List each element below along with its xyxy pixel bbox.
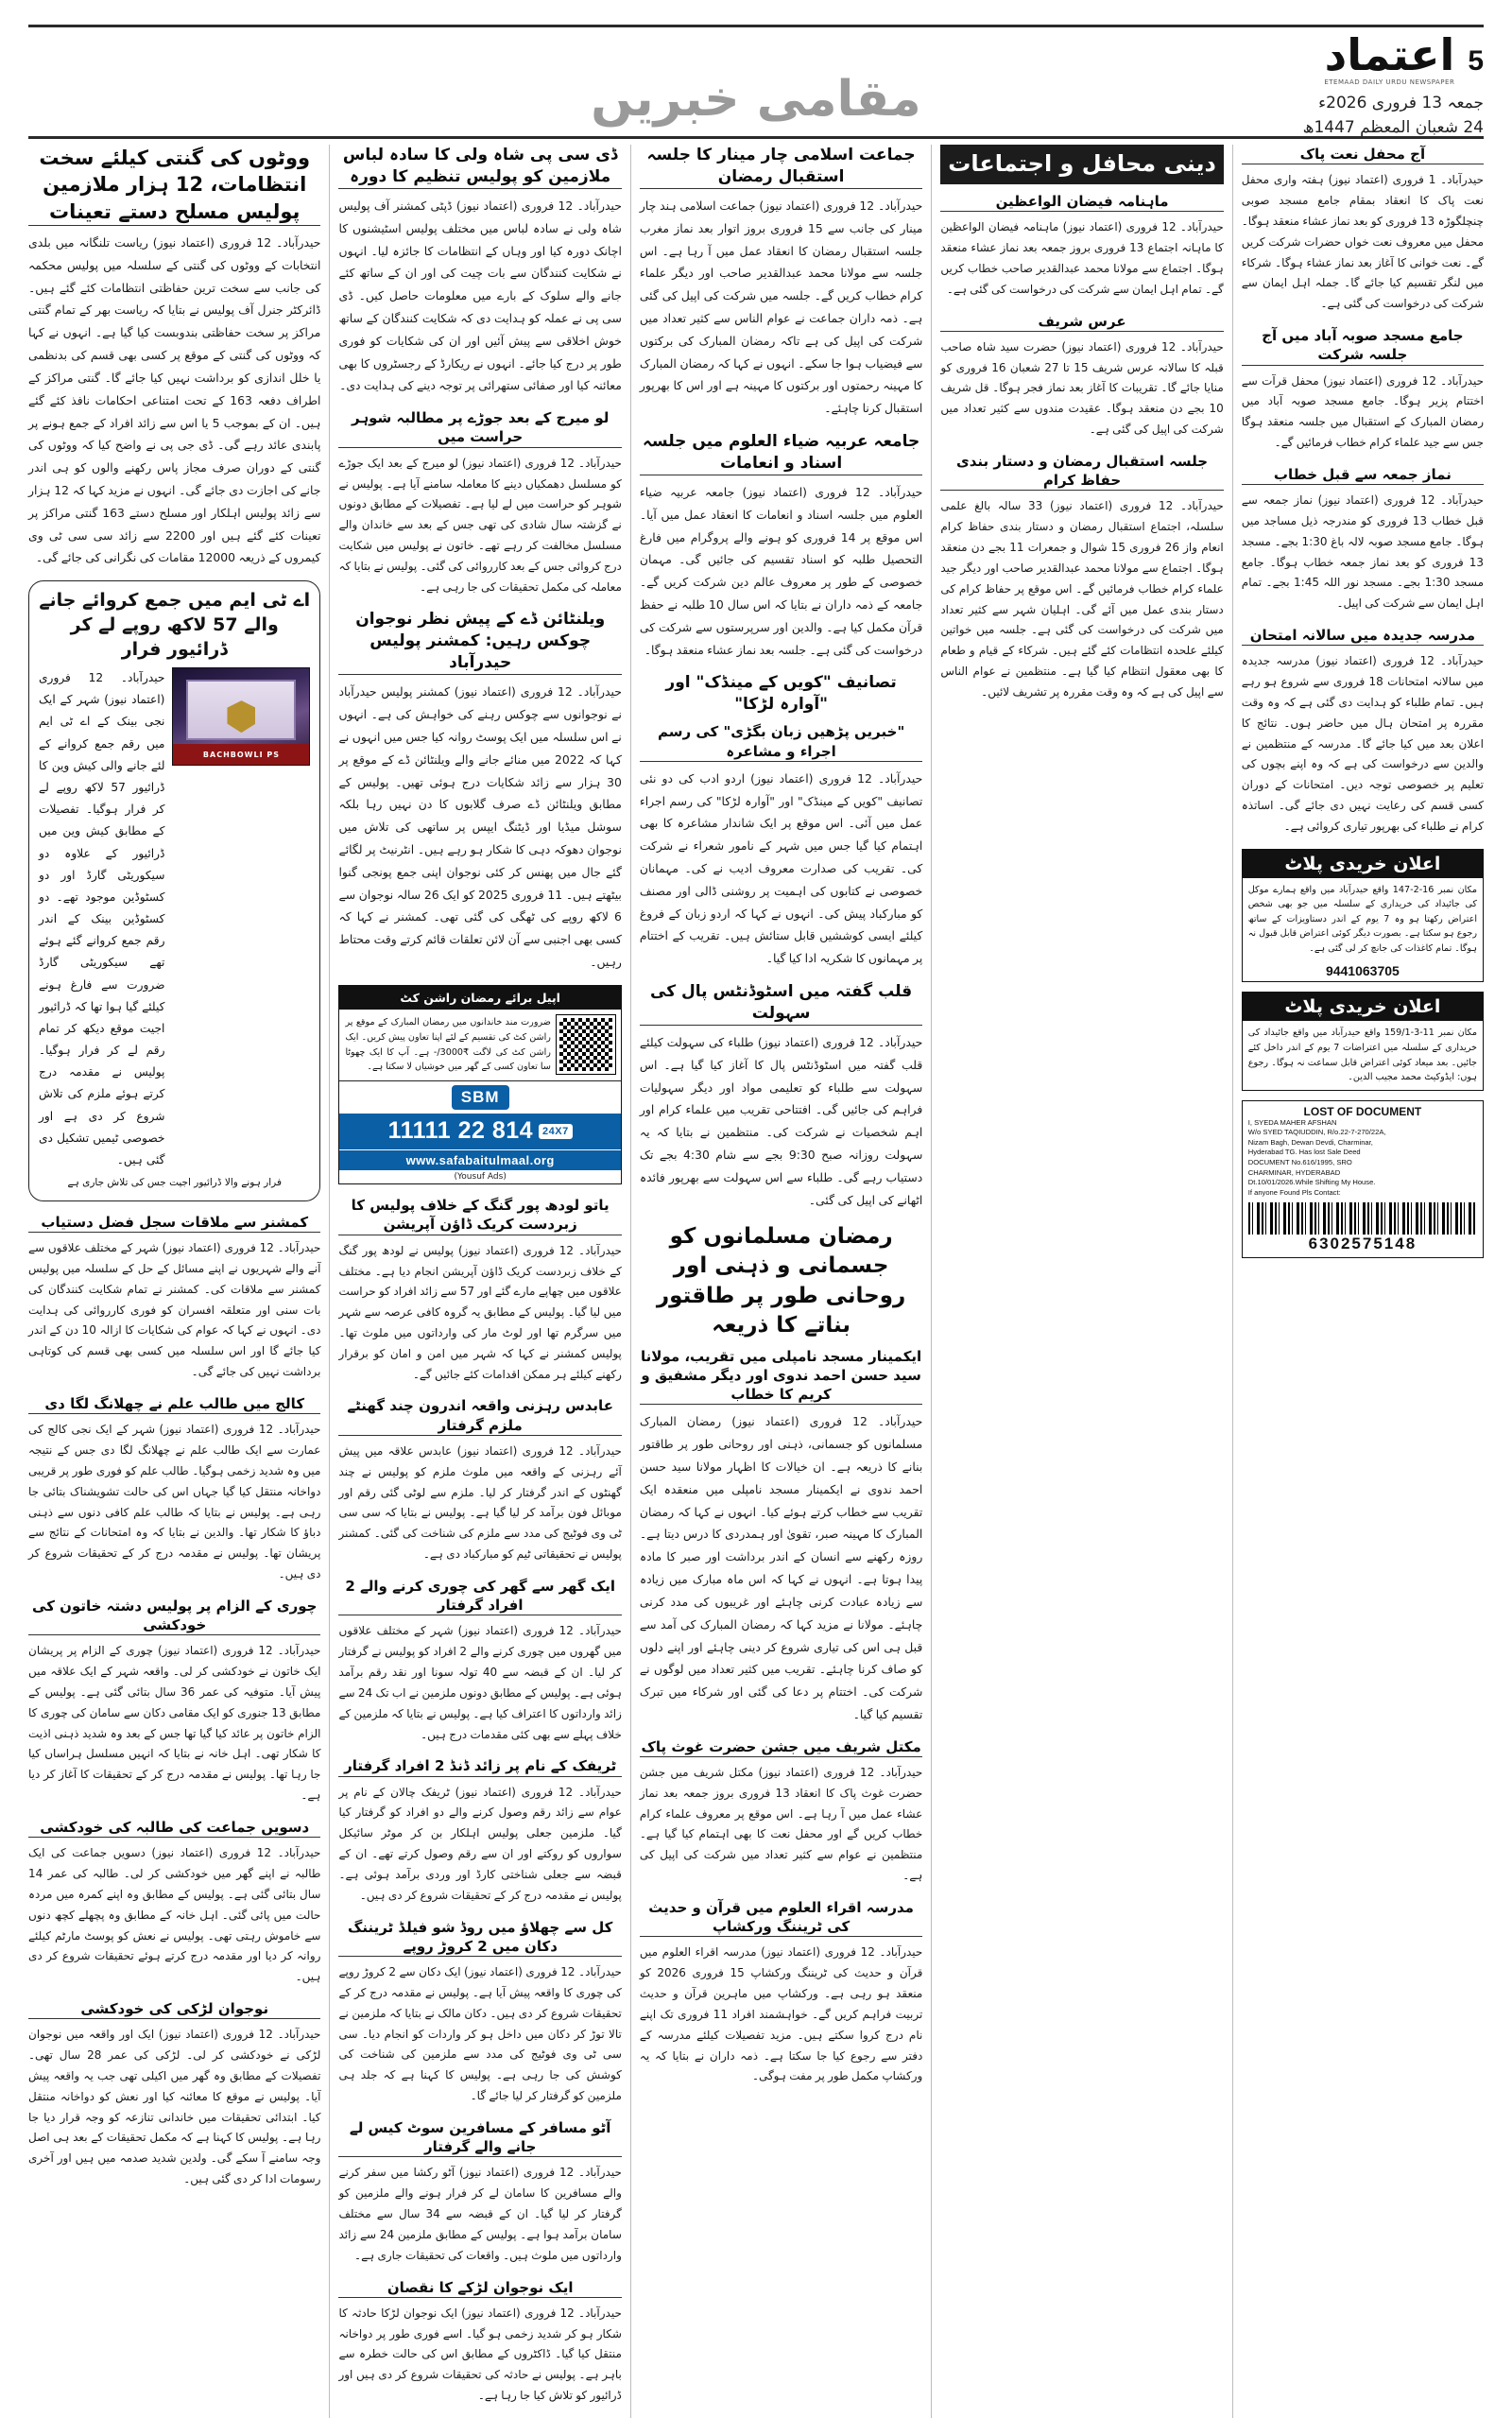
photo-ticker-label: BACHBOWLI PS [173, 744, 309, 765]
ad-content [339, 1010, 620, 1080]
subheadline: "خبریں پڑھیں زبان بگڑی" کی رسم اجراء و مشاعرہ [640, 722, 922, 762]
story-body: حیدرآباد۔ 12 فروری (اعتماد نیوز) ایک نوجوان لڑکا حادثہ کا شکار ہو کر شدید زخمی ہو گیا۔ اسے فوری طور پر دواخانہ منتقل کیا گیا۔ ڈاکٹروں کے مطابق اس کی حالت خطرہ سے باہر ہے۔ پولیس نے حادثہ کی تحقیقات شروع کر دی ہیں اور ڈرائیور کو تلاش کیا جا رہا ہے۔ [338, 2306, 622, 2403]
headline: جامع مسجد صوبہ آباد میں آج جلسہ شرکت [1242, 326, 1484, 366]
headline: دسویں جماعت کی طالبہ کی خودکشی [28, 1818, 320, 1838]
sbm-logo: SBM [452, 1085, 509, 1110]
lost-line: CHARMINAR, HYDERABAD [1247, 1167, 1341, 1177]
lost-document-body [1248, 1118, 1477, 1199]
story-lodhpur-gang-crackdown [338, 1196, 621, 1385]
phone-digits: 814 22 11111 [387, 1117, 534, 1145]
story-students-pal [640, 981, 922, 1211]
news-photo [172, 667, 310, 766]
story-body: حیدرآباد۔ 12 فروری (اعتماد نیوز) آٹو رکشا میں سفر کرنے والے مسافرین کا سامان لے کر فرار ہونے والے ملزمین کو گرفتار کر لیا گیا۔ ان کے قبضہ سے 34 سال سے مختلف سامان برآمد ہوا ہے۔ پولیس کے مطابق ملزمین 24 سے زائد وارداتوں میں ملوث ہیں۔ واقعات کی تحقیقات جاری ہے۔ [338, 2166, 622, 2262]
masthead [28, 25, 1484, 136]
story-book-launch-mushaira [640, 672, 922, 970]
story-shop-theft-2-crore [338, 1918, 621, 2107]
story-jamia-arabia-ziaul-uloom [640, 431, 922, 661]
story-body: حیدرآباد۔ 12 فروری (اعتماد نیوز) کمشنر پولیس حیدرآباد نے نوجوانوں سے چوکس رہنے کی خواہش کی ہے۔ انہوں نے اس سلسلہ میں ایک پوسٹ روانہ کیا جس میں انہوں نے کہا کہ 2022 میں منائے جانے والے ویلنٹائن ڈے کے موقع پر 30 ہزار سے زائد شکایات درج ہوئی تھیں۔ پولیس کے مطابق ویلنٹائن ڈے صرف گلابوں کا دن نہیں رہا بلکہ سوشل میڈیا اور ڈیٹنگ ایپس پر ساتھی کی تلاش میں نوجوان دھوکہ دہی کا شکار ہو رہے ہیں۔ انٹرنیٹ پر لگائے گئے جال میں پھنس کر کئی نوجوان اپنی جمع پونجی گنوا بیٹھتے ہیں۔ 11 فروری 2025 کو ایک 26 سالہ نوجوان سے 6 لاکھ روپے کی ٹھگی کی گئی تھی۔ کمشنر نے کہا کہ کسی بھی اجنبی سے آن لائن تعلقات قائم کرتے وقت محتاط رہیں۔ [338, 684, 622, 970]
story-valentines-day-warning [338, 609, 621, 973]
qr-code-icon[interactable] [557, 1015, 615, 1074]
story-body: حیدرآباد۔ 12 فروری (اعتماد نیوز) پولیس نے لودھ پور گنگ کے خلاف زبردست کریک ڈاؤن آپریشن انجام دیا ہے۔ مختلف علاقوں میں چھاپے مارے گئے اور 57 سے زائد افراد کو حراست میں لیا گیا۔ پولیس کے مطابق یہ گروہ کافی عرصہ سے شہر میں سرگرم تھا اور لوٹ مار کی وارداتوں میں ملوث تھا۔ پولیس کمشنر نے کہا کہ شہر میں امن و امان کو برقرار رکھنے کیلئے ہر ممکن اقدامات کئے جائیں گے۔ [338, 1243, 622, 1381]
classified-heading: اعلان خریدی پلاٹ [1243, 850, 1483, 878]
story-auto-passenger-theft [338, 2118, 621, 2267]
helpline-label: 24X7 [539, 1124, 573, 1139]
story-college-student-jump [28, 1394, 320, 1585]
column-3 [630, 145, 931, 2418]
barcode-number: 6302575148 [1308, 1234, 1418, 1252]
headline: مکتل شریف میں جشن حضرت غوث پاک [640, 1737, 922, 1757]
lost-line: I, SYEDA MAHER AFSHAN [1247, 1117, 1337, 1127]
story-jamia-masjid-jalsa [1242, 326, 1484, 454]
subheadline: ایکمینار مسجد نامپلی میں تقریب، مولانا سید حسن احمد ندوی اور دیگر مشفیق و کریم کا خطاب [640, 1347, 922, 1406]
story-urs-sharif [940, 312, 1223, 440]
story-iqra-uloom-workshop [640, 1898, 922, 2087]
photo-story-atm-driver [28, 580, 320, 1201]
classified-body: مکان نمبر 16-2-147 واقع حیدرآباد میں واقع ہمارے موکل کی جائیداد کی خریداری کے سلسلہ میں جو بھی شخص اعتراض رکھتا ہو وہ 7 یوم کے اندر دستاویزات کے ساتھ رجوع ہو سکتا ہے۔ بصورت دیگر کوئی اعتراض قابل قبول نہ ہوگا۔ تمام کاغذات کی جانچ کر لی گئی ہے۔ [1247, 884, 1477, 954]
advertisement-sbm[interactable] [338, 985, 621, 1184]
story-woman-suicide-theft-allegation [28, 1597, 320, 1806]
column-2 [329, 145, 629, 2418]
ad-agency-credit: (Yousuf Ads) [454, 1172, 507, 1183]
content-grid [28, 145, 1485, 2403]
story-body: حیدرآباد۔ 12 فروری (اعتماد نیوز) 33 سالہ بالغ علمی سلسلہ، اجتماع استقبال رمضان و دستار بندی حفاظ کرام انعام واز 26 فروری 15 شوال و جمعرات 11 بجے دن منعقد ہوگا۔ اجتماع سے مولانا محمد عبدالقدیر صاحب اور دیگر جید علماء کرام خطاب فرمائیں گے۔ اس موقع پر حفاظ کرام کی دستار بندی عمل میں آئے گی۔ اہلیان شہر سے کثیر تعداد میں شرکت کی درخواست کی گئی ہے۔ جلسہ میں خواتین کیلئے علحدہ انتظامات کئے گئے ہیں۔ شرکاء کے قیام و طعام کا بھی معقول انتظام کیا گیا ہے۔ منتظمین نے عوام الناس سے اپیل کی ہے کہ وہ وقت مقررہ پر تشریف لائیں۔ [940, 499, 1224, 699]
column-5 [1232, 145, 1484, 2418]
publication-logo: اعتماد [1324, 29, 1455, 80]
headline: ویلنٹائن ڈے کے پیش نظر نوجوان چوکس رہیں: کمشنر پولیس حیدرآباد [338, 609, 621, 675]
story-commissioner-meeting [28, 1213, 320, 1383]
headline: ووٹوں کی گنتی کیلئے سخت انتظامات، 12 ہزار ملازمین پولیس مسلح دستے تعینات [28, 145, 320, 226]
publication-logo-subtitle: ETEMAAD DAILY URDU NEWSPAPER [1324, 78, 1455, 86]
story-youth-injured [338, 2278, 621, 2407]
story-class10-student-suicide [28, 1818, 320, 1988]
story-madrasa-exam [1242, 626, 1484, 838]
headline: چوری کے الزام پر پولیس دشتہ خاتون کی خودکشی [28, 1597, 320, 1636]
story-body: حیدرآباد۔ 12 فروری (اعتماد نیوز) طلباء کی سہولت کیلئے قلب گفتہ میں اسٹوڈنٹس پال کا آغاز کیا گیا ہے۔ اس سہولت سے طلباء کو تعلیمی مواد اور دیگر سہولیات فراہم کی جائیں گی۔ افتتاحی تقریب میں علماء کرام اور اہم شخصیات نے شرکت کی۔ منتظمین نے بتایا کہ یہ سہولت روزانہ صبح 9:30 بجے سے شام 4:30 بجے تک دستیاب رہے گی۔ طلباء سے اس سہولت سے بھرپور فائدہ اٹھانے کی اپیل کی گئی۔ [639, 1034, 923, 1207]
classified-body: مکان نمبر 11-3-159/1 واقع حیدرآباد میں واقع جائیداد کی خریداری کے سلسلہ میں اعتراضات 7 یوم کے اندر داخل کئے جائیں۔ بعد میعاد کوئی اعتراض قابل سماعت نہ ہوگا۔ رجوع ہوں: ایڈوکیٹ محمد مجیب الدین۔ [1247, 1028, 1477, 1083]
story-body: حیدرآباد۔ 1 فروری (اعتماد نیوز) ہفتہ واری محفل نعت پاک کا انعقاد بمقام جامع مسجد صوبی چنچلگوڑہ 13 فروری کو بعد نماز عشاء منعقد ہوگا۔ محفل میں معروف نعت خواں حضرات شرکت کریں گے۔ نعت خوانی کا آغاز بعد نماز عشاء ہوگا۔ شرکاء میں لنگر تقسیم کیا جائے گا۔ جملہ اہل ایمان سے شرکت کی درخواست کی گئی ہے۔ [1241, 173, 1485, 311]
story-body: حیدرآباد۔ 12 فروری (اعتماد نیوز) حضرت سید شاہ صاحب قبلہ کا سالانہ عرس شریف 15 تا 27 شعبان 16 فروری کو منایا جائے گا۔ تقریبات کا آغاز بعد نماز فجر ہوگا۔ قل شریف 10 بجے دن منعقد ہوگا۔ عقیدت مندوں سے کثیر تعداد میں شرکت کی اپیل کی گئی ہے۔ [940, 339, 1224, 437]
story-body: حیدرآباد۔ 12 فروری (اعتماد نیوز) ایک اور واقعہ میں نوجوان لڑکی نے خودکشی کر لی۔ لڑکی کی عمر 28 سال تھی۔ تفصیلات کے مطابق وہ گھر میں اکیلی تھی جب یہ واقعہ پیش آیا۔ پولیس نے موقع کا معائنہ کیا اور نعش کو دواخانہ منتقل کیا۔ ابتدائی تحقیقات میں خاندانی تنازعہ کو وجہ قرار دیا جا رہا ہے۔ پولیس کا کہنا ہے کہ مکمل تحقیقات کے بعد ہی اصل وجہ سامنے آ سکے گی۔ ولدین شدید صدمہ میں ہیں اور آخری رسومات ادا کر دی گئی ہیں۔ [28, 2028, 321, 2186]
ad-phone-number[interactable] [339, 1114, 620, 1149]
lost-line: Hyderabad TG. Has lost Sale Deed [1247, 1148, 1361, 1157]
story-body: حیدرآباد۔ 12 فروری (اعتماد نیوز) ٹریفک چالان کے نام پر عوام سے زائد رقم وصول کرنے والے دو افراد کو گرفتار کیا گیا۔ ملزمین جعلی پولیس اہلکار بن کر موٹر سائیکل سواروں کو روکتے اور ان سے رقم وصول کرتے تھے۔ ان کے قبضہ سے جعلی شناختی کارڈ اور وردی برآمد ہوئی ہے۔ پولیس نے مقدمہ درج کر کے تحقیقات شروع کر دی ہیں۔ [338, 1785, 622, 1902]
story-vote-counting-security [28, 145, 320, 569]
lost-line: If anyone Found Pls Contact: [1247, 1187, 1341, 1197]
date-hijri: 24 شعبان المعظم 1447ھ [1302, 117, 1484, 137]
headline: نوجوان لڑکی کی خودکشی [28, 1999, 320, 2019]
story-body: حیدرآباد۔ 12 فروری (اعتماد نیوز) مدرسہ اقراء العلوم میں قرآن و حدیث کی ٹریننگ ورکشاپ 15 فروری 2026 کو منعقد ہو رہی ہے۔ ورکشاپ میں ماہرین قرآن و حدیث تربیت فراہم کریں گے۔ خواہشمند افراد 11 فروری تک اپنے نام درج کروا سکتے ہیں۔ مزید تفصیلات کیلئے مدرسہ کے دفتر سے رجوع کیا جا سکتا ہے۔ ذمہ داران نے بتایا کہ یہ ورکشاپ مکمل طور پر مفت ہوگی۔ [639, 1945, 923, 2083]
headline: رمضان مسلمانوں کو جسمانی و ذہنی اور روحانی طور پر طاقتور بناتے کا ذریعہ [656, 1224, 906, 1338]
headline: مدرسہ اقراء العلوم میں قرآن و حدیث کی ٹریننگ ورکشاپ [640, 1898, 922, 1938]
story-body: حیدرآباد۔ 12 فروری (اعتماد نیوز) رمضان المبارک مسلمانوں کو جسمانی، ذہنی اور روحانی طور پر طاقتور بنانے کا ذریعہ ہے۔ ان خیالات کا اظہار مولانا سید حسن احمد ندوی نے ایکمینار مسجد نامپلی میں منعقدہ ایک تقریب سے خطاب کرتے ہوئے کیا۔ انہوں نے کہا کہ رمضان المبارک کا مہینہ صبر، تقویٰ اور ہمدردی کا درس دیتا ہے۔ روزہ رکھنے سے انسان کے اندر برداشت اور صبر کا مادہ پیدا ہوتا ہے۔ انہوں نے کہا کہ اس ماہ مبارک میں زیادہ سے زیادہ عبادت کرنی چاہئے اور غریبوں کی مدد کرنی چاہئے۔ مولانا نے مزید کہا کہ رمضان المبارک کی آمد سے قبل ہی اس کی تیاری شروع کر دینی چاہئے اور اپنے دلوں کو صاف کرنا چاہئے۔ تقریب میں کثیر تعداد میں لوگوں نے شرکت کی۔ اختتام پر دعا کی گئی اور شرکاء میں تبرک تقسیم کیا گیا۔ [639, 1414, 923, 1721]
story-abids-robbery-arrest [338, 1396, 621, 1564]
classified-ad-plot-2[interactable] [1242, 992, 1484, 1090]
story-body: حیدرآباد۔ 12 فروری (اعتماد نیوز) مدرسہ جدیدہ میں سالانہ امتحانات 18 فروری سے شروع ہو رہے ہیں۔ تمام طلباء کو ہدایت دی گئی ہے کہ وہ وقت مقررہ پر امتحان ہال میں حاضر ہوں۔ نتائج کا اعلان بعد میں کیا جائے گا۔ مدرسہ کے منتظمین نے والدین سے درخواست کی ہے کہ وہ اپنے بچوں کی تعلیم پر خصوصی توجہ دیں۔ امتحانات کے دوران کسی قسم کی رعایت نہیں دی جائے گی۔ اساتذہ کرام نے طلباء کی بھرپور تیاری کروائی ہے۔ [1241, 654, 1484, 833]
story-body: حیدرآباد۔ 12 فروری (اعتماد نیوز) ریاست تلنگانہ میں بلدی انتخابات کے ووٹوں کی گنتی کے سلسلہ میں پولیس محکمہ کی جانب سے سخت ترین حفاظتی انتظامات کئے گئے ہیں۔ ڈائرکٹر جنرل آف پولیس نے بتایا کہ ریاست بھر کے تمام گنتی مراکز پر سخت حفاظتی بندوبست کیا گیا ہے۔ انہوں نے کہا کہ ووٹوں کی گنتی کے موقع پر کسی بھی قسم کی بدنظمی یا خلل اندازی کو برداشت نہیں کیا جائے گا۔ گنتی مراکز کے اطراف دفعہ 163 کے تحت امتناعی احکامات نافذ کئے گئے ہیں۔ ان کے بموجب 5 یا اس سے زائد افراد کے جمع ہونے پر پابندی عائد رہے گی۔ ڈی جی پی نے واضح کیا کہ ووٹوں کی گنتی کے دوران صرف مجاز پاس رکھنے والوں کو ہی اندر جانے کی اجازت دی جائے گی۔ انہوں نے مزید کہا کہ 12 ہزار سے زائد پولیس اہلکار اور مسلح دستے 163 گنتی مراکز پر تعینات کئے گئے ہیں اور 2200 سے زائد سی سی ٹی وی کیمروں کے ذریعہ 12000 مقامات کی نگرانی کی جائے گی۔ [28, 235, 321, 565]
section-banner-religious: دینی محافل و اجتماعات [940, 145, 1223, 184]
ad-website[interactable]: www.safabaitulmaal.org [339, 1149, 620, 1170]
headline: عابدس رہزنی واقعہ اندرون چند گھنٹے ملزم گرفتار [338, 1396, 621, 1436]
story-body: حیدرآباد۔ 12 فروری (اعتماد نیوز) جامعہ عربیہ ضیاء العلوم میں جلسہ اسناد و انعامات کا انعقاد عمل میں آیا۔ اس موقع پر 14 فروری کو ہونے والے پروگرام میں فارغ التحصیل طلبہ کو اسناد تقسیم کی جائیں گی۔ مہمان خصوصی کے طور پر معروف عالم دین شرکت کریں گے۔ جامعہ کے ذمہ داران نے بتایا کہ اس سال 10 طلبہ نے حفظ قرآن مکمل کیا ہے۔ والدین اور سرپرستوں سے شرکت کی درخواست کی گئی ہے۔ جلسہ بعد نماز عشاء منعقد ہوگا۔ [639, 484, 923, 657]
page-number: 5 [1468, 45, 1484, 77]
headline: آٹو مسافر کے مسافرین سوٹ کیس لے جانے والے گرفتار [338, 2118, 621, 2158]
story-body: حیدرآباد۔ 12 فروری (اعتماد نیوز) مکتل شریف میں جشن حضرت غوث پاک کا انعقاد 13 فروری بروز جمعہ بعد نماز عشاء عمل میں آ رہا ہے۔ اس موقع پر معروف علماء کرام خطاب کریں گے اور محفل نعت کا بھی اہتمام کیا گیا ہے۔ منتظمین نے عوام سے کثیر تعداد میں شرکت کی اپیل کی ہے۔ [639, 1766, 923, 1883]
story-body: حیدرآباد۔ 12 فروری (اعتماد نیوز) نماز جمعہ سے قبل خطاب 13 فروری کو مندرجہ ذیل مساجد میں ہوگا۔ جامع مسجد صوبہ لالہ باغ 1:30 بجے۔ مسجد 13 فروری کو بعد نماز جمعہ خطاب ہوگا۔ جامع مسجد 1:30 بجے۔ مسجد نور اللہ 1:45 بجے۔ تمام اہل ایمان سے شرکت کی اپیل۔ [1241, 493, 1485, 611]
story-jumma-khitab [1242, 465, 1484, 614]
headline: ایک گھر سے گھر کی چوری کرنے والے 2 افراد گرفتار [338, 1577, 621, 1616]
lost-line: DOCUMENT No.616/1995, SRO [1247, 1158, 1352, 1167]
column-4 [931, 145, 1231, 2418]
story-body: حیدرآباد۔ 12 فروری (اعتماد نیوز) شہر کے ایک نجی کالج کی عمارت سے ایک طالب علم نے چھلانگ لگا دی جس کے نتیجہ میں وہ شدید زخمی ہوگیا۔ طالب علم کو فوری طور پر قریبی دواخانہ منتقل کیا گیا جہاں اس کی حالت تشویشناک بتائی جا رہی ہے۔ پولیس نے بتایا کہ طالب علم کافی دنوں سے ذہنی دباؤ کا شکار تھا۔ والدین نے بتایا کہ وہ امتحانات کے نتائج سے پریشان تھا۔ پولیس نے مقدمہ درج کر کے تحقیقات شروع کر دی ہیں۔ [28, 1423, 321, 1580]
headline: جلسہ استقبال رمضان و دستار بندی حفاظ کرام [940, 452, 1223, 492]
headline: ایک نوجوان لڑکے کا نقصان [338, 2278, 621, 2298]
story-house-burglary-arrest [338, 1577, 621, 1745]
headline: کالج میں طالب علم نے چھلانگ لگا دی [28, 1394, 320, 1414]
ad-brand-row [339, 1080, 620, 1114]
headline: ماہنامہ فیضان الواعظین [940, 192, 1223, 212]
headline: لو میرج کے بعد جوڑے پر مطالبہ شوہر حراست میں [338, 408, 621, 448]
story-body: حیدرآباد۔ 12 فروری (اعتماد نیوز) دسویں جماعت کی ایک طالبہ نے اپنے گھر میں خودکشی کر لی۔ طالبہ کی عمر 14 سال بتائی گئی ہے۔ پولیس کے مطابق وہ اپنے کمرہ میں مردہ حالت میں پائی گئی۔ اہل خانہ کے مطابق وہ پچھلے کچھ دنوں سے خاموش رہتی تھی۔ پولیس نے نعش کو پوسٹ مارٹم کیلئے روانہ کر دیا اور مقدمہ درج کرتے ہوئے تحقیقات شروع کر دی ہیں۔ [28, 1846, 321, 1984]
story-traffic-fine-fraud [338, 1756, 621, 1906]
headline: تصانیف "کویں کے مینڈک" اور "آوارہ لڑکا" [665, 673, 897, 715]
story-love-marriage-arrest [338, 408, 621, 597]
ad-tagline: اپیل برائے رمضان راشن کٹ [339, 986, 620, 1010]
story-body: حیدرآباد۔ 12 فروری (اعتماد نیوز) جماعت اسلامی ہند چار مینار کی جانب سے 15 فروری بروز اتوار بعد نماز مغرب جلسہ استقبال رمضان کا انعقاد عمل میں آ رہا ہے۔ اس جلسہ سے مولانا محمد عبدالقدیر صاحب اور دیگر علماء کرام خطاب کریں گے۔ جلسہ میں شرکت کی اپیل کی گئی ہے۔ ذمہ داران جماعت نے عوام الناس سے کثیر تعداد میں شرکت کی اپیل کی ہے تاکہ رمضان المبارک کی برکتوں سے فیضیاب ہوا جا سکے۔ انہوں نے کہا کہ رمضان المبارک کا مہینہ رحمتوں اور برکتوں کا مہینہ ہے اور اس کا بھرپور استقبال کرنا چاہئے۔ [639, 198, 923, 416]
ad-urdu-text: ضرورت مند خاندانوں میں رمضان المبارک کے موقع پر راشن کٹ کی تقسیم کے لئے اپنا تعاون پیش کریں۔ ایک راشن کٹ کی لاگت ₹3000/- ہے۔ آپ کا ایک چھوٹا سا تعاون کسی کے گھر میں خوشیاں لا سکتا ہے۔ [345, 1016, 551, 1073]
story-body: حیدرآباد۔ 12 فروری (اعتماد نیوز) شہر کے مختلف علاقوں سے آنے والے شہریوں نے اپنے مسائل کے حل کے سلسلہ میں پولیس کمشنر سے ملاقات کی۔ کمشنر نے تمام شکایت کنندگان کی بات سنی اور متعلقہ افسران کو فوری کارروائی کی ہدایت دی۔ انہوں نے کہا کہ عوام کی شکایات کا ازالہ 10 دن کے اندر کیا جائے گا اور اس سلسلہ میں کسی بھی قسم کی کوتاہی برداشت نہیں کی جائے گی۔ [28, 1241, 321, 1379]
column-1 [28, 145, 329, 2418]
lost-document-title: LOST OF DOCUMENT [1303, 1104, 1422, 1118]
masthead-divider [28, 136, 1484, 139]
headline: نماز جمعہ سے قبل خطاب [1242, 465, 1484, 485]
classified-phone[interactable]: 9441063705 [1325, 963, 1400, 979]
story-body: حیدرآباد۔ 12 فروری (اعتماد نیوز) محفل قرآت سے اختتام پزیر ہوگا۔ جامع مسجد صوبہ آباد میں رمضان المبارک کے استقبال میں جلسہ منعقد ہوگا جس سے جید علماء کرام خطاب فرمائیں گے۔ [1241, 373, 1484, 450]
headline: آج محفل نعت پاک [1242, 145, 1484, 164]
photo-caption: فرار ہونے والا ڈرائیور اجیت جس کی تلاش جاری ہے [67, 1177, 282, 1189]
lost-document-ad[interactable] [1242, 1100, 1484, 1258]
headline: یاتو لودھ پور گنگ کے خلاف پولیس کا زبردست کریک ڈاؤن آپریشن [338, 1196, 621, 1235]
story-young-girl-suicide [28, 1999, 320, 2190]
story-ramzan-spiritual-strength [640, 1222, 922, 1725]
photo-wrap [39, 667, 310, 1171]
headline: ٹریفک کے نام پر زائد ڈنڈ 2 افراد گرفتار [338, 1756, 621, 1776]
headline: جامعہ عربیہ ضیاء العلوم میں جلسہ اسناد و انعامات [640, 431, 922, 475]
headline: قلب گفتہ میں اسٹوڈنٹس پال کی سہولت [640, 981, 922, 1026]
lost-line: Dt.10/01/2026.While Shifting My House. [1247, 1178, 1376, 1187]
story-body: حیدرآباد۔ 12 فروری (اعتماد نیوز) ماہنامہ فیضان الواعظین کا ماہانہ اجتماع 13 فروری بروز جمعہ بعد نماز عشاء منعقد ہوگا۔ اجتماع سے مولانا محمد عبدالقدیر صاحب خطاب کریں گے۔ تمام اہل ایمان سے شرکت کی درخواست کی گئی ہے۔ [940, 220, 1224, 296]
story-body: حیدرآباد۔ 12 فروری (اعتماد نیوز) چوری کے الزام پر پریشان ایک خاتون نے خودکشی کر لی۔ واقعہ شہر کے ایک علاقہ میں پیش آیا۔ متوفیہ کی عمر 36 سال بتائی گئی ہے۔ پولیس کے مطابق 13 جنوری کو ایک مقامی دکان سے سامان کی چوری کا الزام خاتون پر عائد کیا گیا تھا جس کے بعد وہ شدید ذہنی اذیت کا شکار تھی۔ اہل خانہ نے بتایا کہ انہیں مسلسل ہراساں کیا جا رہا تھا۔ پولیس نے مقدمہ درج کر کے تحقیقات کا آغاز کر دیا ہے۔ [28, 1644, 321, 1803]
headline: جماعت اسلامی چار مینار کا جلسہ استقبال رمضان [640, 145, 922, 189]
story-naat-mehfil [1242, 145, 1484, 315]
lost-line: W/o SYED TAQIUDDIN, R/o.22-7-270/22A, [1247, 1128, 1386, 1137]
story-body: حیدرآباد۔ 12 فروری (اعتماد نیوز) اردو ادب کی دو نئی تصانیف "کویں کے مینڈک" اور "آوارہ لڑکا" کی رسم اجراء عمل میں آئی۔ اس موقع پر ایک شاندار مشاعرہ کا بھی اہتمام کیا گیا جس میں شہر کے نامور شعراء نے شرکت کی۔ تقریب کی صدارت معروف ادیب نے کی۔ مہمانان خصوصی نے کتابوں کی اہمیت پر روشنی ڈالی اور مصنف کو مبارکباد پیش کی۔ انہوں نے کہا کہ اردو زبان کے فروغ کیلئے ایسی کوششیں قابل ستائش ہیں۔ تقریب کے اختتام پر مہمانوں کا شکریہ ادا کیا گیا۔ [639, 770, 923, 966]
story-body: حیدرآباد۔ 12 فروری (اعتماد نیوز) شہر کے مختلف علاقوں میں گھروں میں چوری کرنے والے 2 افراد کو پولیس نے گرفتار کر لیا۔ ان کے قبضہ سے 40 تولہ سونا اور نقد رقم برآمد ہوئی ہے۔ پولیس کے مطابق دونوں ملزمین نے اب تک 24 سے زائد وارداتوں کا اعتراف کیا ہے۔ پولیس نے بتایا کہ ملزمین کے خلاف پہلے سے بھی کئی مقدمات درج ہیں۔ [338, 1624, 622, 1741]
classified-heading: اعلان خریدی پلاٹ [1243, 993, 1483, 1021]
story-body: حیدرآباد۔ 12 فروری (اعتماد نیوز) ڈپٹی کمشنر آف پولیس شاہ ولی نے سادہ لباس میں مختلف پولیس اسٹیشنوں کا اچانک دورہ کیا اور وہاں کے انتظامات کا جائزہ لیا۔ انہوں نے شکایت کنندگان سے بات چیت کی اور ان کے ساتھ کئے جانے والے سلوک کے بارے میں معلومات حاصل کیں۔ ڈی سی پی نے عملہ کو ہدایت دی کہ شکایت کنندگان کے ساتھ خوش اخلاقی سے پیش آئیں اور ان کی شکایات کو فوری طور پر درج کیا جائے۔ انہوں نے ریکارڈ کے رجسٹروں کا بھی معائنہ کیا اور صفائی ستھرائی پر توجہ دینے کی ہدایت دی۔ [338, 198, 622, 393]
headline: ڈی سی پی شاہ ولی کا سادہ لباس ملازمین کو پولیس تنظیم کا دورہ [338, 145, 621, 189]
story-mahnama-faizan [940, 192, 1223, 301]
headline: کل سے چھلاؤ میں روڈ شو فیلڈ ٹریننگ دکان میں 2 کروڑ روپے [338, 1918, 621, 1958]
lost-line: Nizam Bagh, Dewan Devdi, Charminar, [1247, 1137, 1373, 1147]
headline: مدرسہ جدیدہ میں سالانہ امتحان [1242, 626, 1484, 646]
story-jalsa-istiqbal-ramzan [940, 452, 1223, 703]
story-body: حیدرآباد۔ 12 فروری (اعتماد نیوز) عابدس علاقہ میں پیش آئے رہزنی کے واقعہ میں ملوث ملزم کو پولیس نے چند گھنٹوں کے اندر گرفتار کر لیا۔ ملزم سے لوٹی گئی رقم اور موبائل فون برآمد کر لیا گیا ہے۔ پولیس نے بتایا کہ سی سی ٹی وی فوٹیج کی مدد سے ملزم کی شناخت کی گئی۔ کمشنر پولیس نے تحقیقاتی ٹیم کو مبارکباد دی ہے۔ [338, 1443, 622, 1562]
classified-ad-plot-1[interactable] [1242, 849, 1484, 983]
headline: عرس شریف [940, 312, 1223, 332]
barcode-image [1248, 1202, 1477, 1235]
story-jamaat-islami-charminar [640, 145, 922, 420]
headline: کمشنر سے ملاقات سجل فضل دستیاب [28, 1213, 320, 1233]
story-body: حیدرآباد۔ 12 فروری (اعتماد نیوز) شہر کے ایک نجی بینک کے اے ٹی ایم میں رقم جمع کروانے کے لئے جانے والی کیش وین کا ڈرائیور 57 لاکھ روپے لے کر فرار ہوگیا۔ تفصیلات کے مطابق کیش وین میں ڈرائیور کے علاوہ دو سیکوریٹی گارڈ اور دو کسٹوڈین موجود تھے۔ دو کسٹوڈین بینک کے اندر رقم جمع کروانے گئے ہوئے تھے سیکوریٹی گارڈ ضرورت سے فارغ ہونے کیلئے گیا ہوا تھا کہ ڈرائیور اجیت موقع دیکھ کر تمام رقم لے کر فرار ہوگیا۔ پولیس نے مقدمہ درج کرتے ہوئے ملزم کی تلاش شروع کر دی ہے اور خصوصی ٹیمیں تشکیل دی گئی ہیں۔ [39, 671, 165, 1166]
story-body: حیدرآباد۔ 12 فروری (اعتماد نیوز) ایک دکان سے 2 کروڑ روپے کی چوری کا واقعہ پیش آیا ہے۔ پولیس نے مقدمہ درج کر کے تحقیقات شروع کر دی ہیں۔ دکان مالک نے بتایا کہ ملزمین نے تالا توڑ کر دکان میں داخل ہو کر واردات کو انجام دیا۔ سی سی ٹی وی فوٹیج کی مدد سے ملزمین کی شناخت کی کوشش کی جا رہی ہے۔ پولیس کا کہنا ہے کہ جلد ہی ملزمین کو گرفتار کر لیا جائے گا۔ [338, 1965, 622, 2103]
story-jashn-ghous-pak [640, 1737, 922, 1887]
story-body: حیدرآباد۔ 12 فروری (اعتماد نیوز) لو میرج کے بعد ایک جوڑے کو مسلسل دھمکیاں دینے کا معاملہ سامنے آیا ہے۔ پولیس نے شوہر کو حراست میں لے لیا ہے۔ تفصیلات کے مطابق دونوں نے گزشتہ سال شادی کی تھی جس کے بعد سے خاندان والے مسلسل مخالفت کر رہے تھے۔ خاتون نے پولیس میں شکایت درج کروائی جس کے بعد کارروائی کی گئی۔ پولیس نے بتایا کہ معاملہ کی مکمل تحقیقات کی جا رہی ہے۔ [338, 456, 622, 594]
story-dcp-plain-clothes [338, 145, 621, 397]
page-title: مقامی خبریں [591, 71, 921, 128]
headline: اے ٹی ایم میں جمع کروائے جانے والے 57 لاکھ روپے لے کر ڈرائیور فرار [39, 590, 311, 660]
date-gregorian: جمعہ 13 فروری 2026ء [1318, 94, 1484, 112]
